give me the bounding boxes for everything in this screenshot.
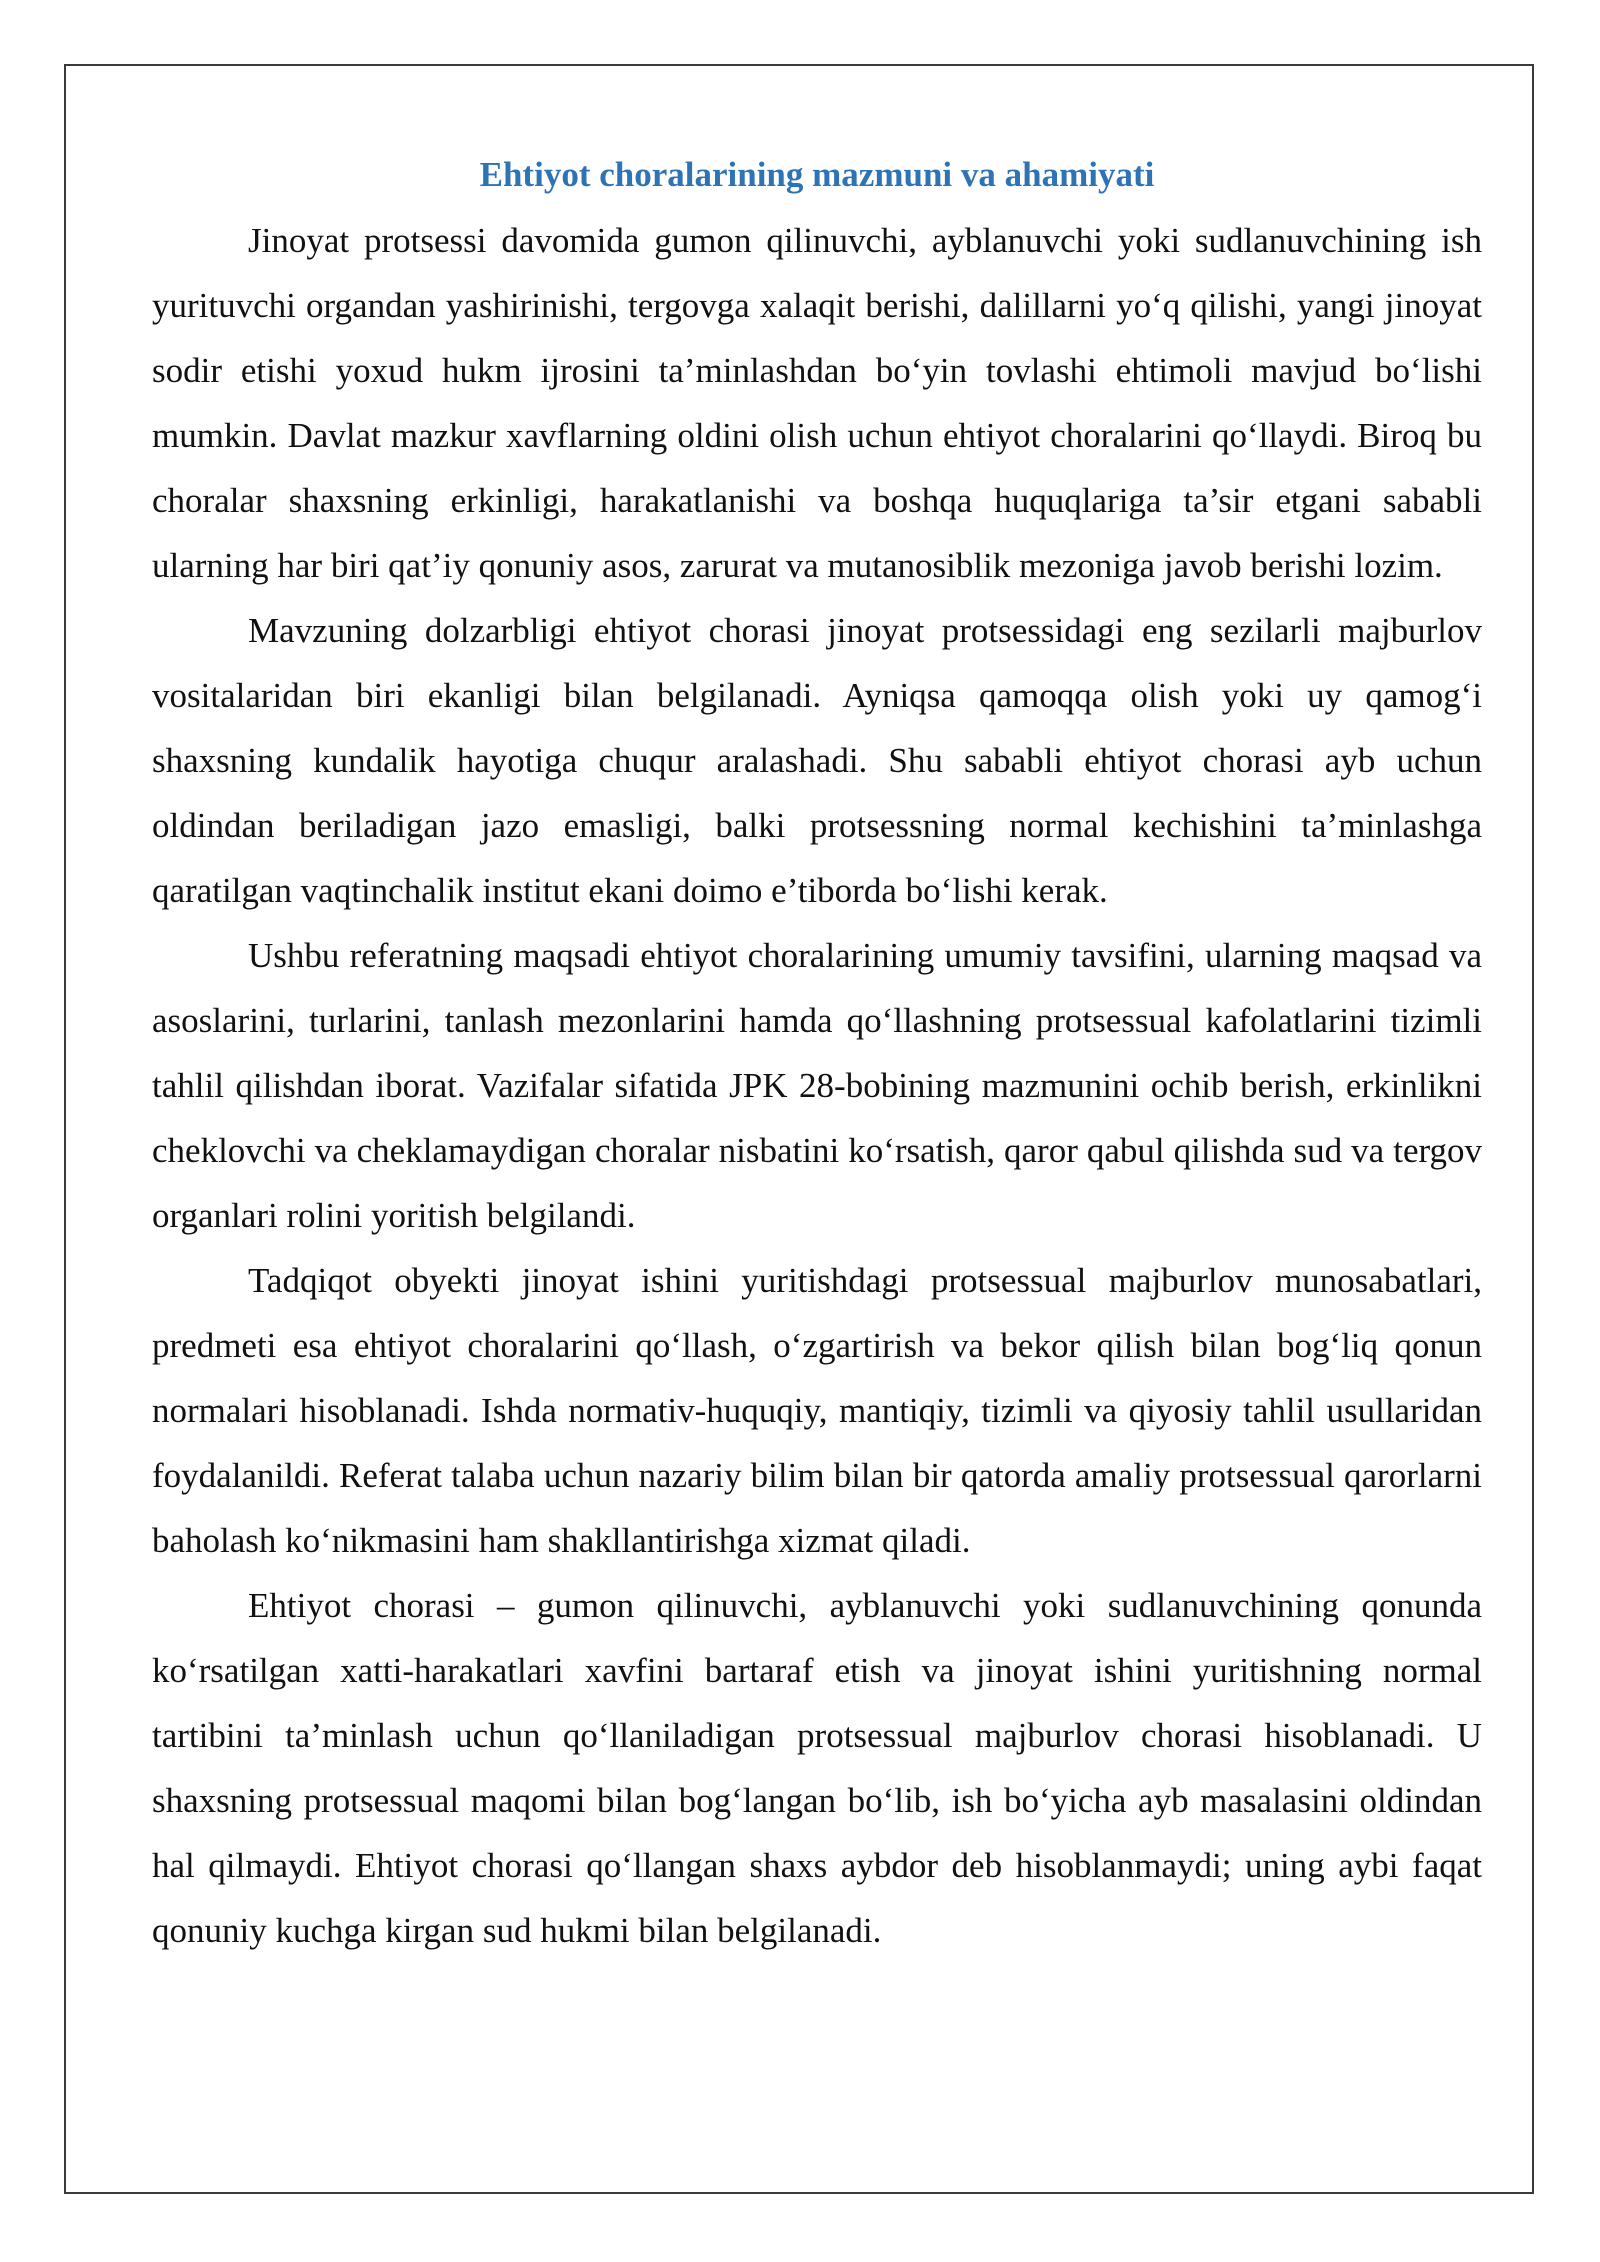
paragraph-relevance: Mavzuning dolzarbligi ehtiyot chorasi jinoyat protsessidagi eng sezilarli majburlov vositalaridan biri ekanligi bilan belgilanadi. Ayniqsa qamoqqa olish yoki uy qamog‘i shaxsning kundalik hayotiga chuqur aralashadi. Shu sababli ehtiyot chorasi ayb uchun oldindan beriladigan jazo emasligi, balki protsessning normal kechishini ta’minlashga qaratilgan vaqtinchalik institut ekani doimo e’tiborda bo‘lishi kerak. — [152, 611, 1482, 910]
document-body — [152, 144, 1482, 1963]
paragraph-intro: Jinoyat protsessi davomida gumon qilinuvchi, ayblanuvchi yoki sudlanuvchining ish yurituvchi organdan yashirinishi, tergovga xalaqit berishi, dalillarni yo‘q qilishi, yangi jinoyat sodir etishi yoxud hukm ijrosini ta’minlashdan bo‘yin tovlashi ehtimoli mavjud bo‘lishi mumkin. Davlat mazkur xavflarning oldini olish uchun ehtiyot choralarini qo‘llaydi. Biroq bu choralar shaxsning erkinligi, harakatlanishi va boshqa huquqlariga ta’sir etgani sababli ularning har biri qat’iy qonuniy asos, zarurat va mutanosiblik mezoniga javob berishi lozim. — [152, 221, 1482, 585]
paragraph-purpose: Ushbu referatning maqsadi ehtiyot choralarining umumiy tavsifini, ularning maqsad va asoslarini, turlarini, tanlash mezonlarini hamda qo‘llashning protsessual kafolatlarini tizimli tahlil qilishdan iborat. Vazifalar sifatida JPK 28-bobining mazmunini ochib berish, erkinlikni cheklovchi va cheklamaydigan choralar nisbatini ko‘rsatish, qaror qabul qilishda sud va tergov organlari rolini yoritish belgilandi. — [152, 936, 1482, 1235]
paragraph-definition: Ehtiyot chorasi – gumon qilinuvchi, ayblanuvchi yoki sudlanuvchining qonunda ko‘rsatilgan xatti-harakatlari xavfini bartaraf etish va jinoyat ishini yuritishning normal tartibini ta’minlash uchun qo‘llaniladigan protsessual majburlov chorasi hisoblanadi. U shaxsning protsessual maqomi bilan bog‘langan bo‘lib, ish bo‘yicha ayb masalasini oldindan hal qilmaydi. Ehtiyot chorasi qo‘llangan shaxs aybdor deb hisoblanmaydi; uning aybi faqat qonuniy kuchga kirgan sud hukmi bilan belgilanadi. — [152, 1586, 1482, 1950]
document-title: Ehtiyot choralarining mazmuni va ahamiyati — [479, 155, 1155, 194]
paragraph-object: Tadqiqot obyekti jinoyat ishini yuritishdagi protsessual majburlov munosabatlari, predmeti esa ehtiyot choralarini qo‘llash, o‘zgartirish va bekor qilish bilan bog‘liq qonun normalari hisoblanadi. Ishda normativ-huquqiy, mantiqiy, tizimli va qiyosiy tahlil usullaridan foydalanildi. Referat talaba uchun nazariy bilim bilan bir qatorda amaliy protsessual qarorlarni baholash ko‘nikmasini ham shakllantirishga xizmat qiladi. — [152, 1261, 1482, 1560]
